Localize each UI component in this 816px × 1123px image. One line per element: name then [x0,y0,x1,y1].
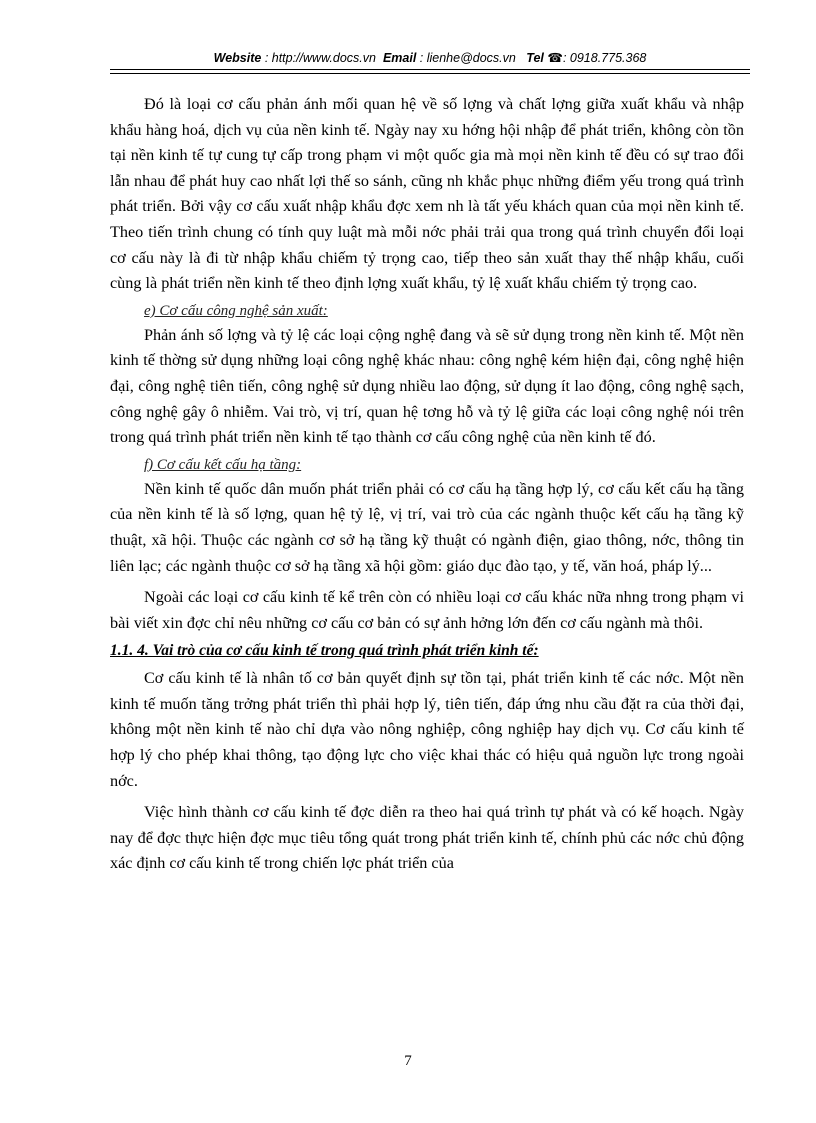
paragraph-other-structures: Ngoài các loại cơ cấu kinh tế kể trên còn có nhiều loại cơ cấu khác nữa nhng trong phạm vi bài viết xin đợc chỉ nêu những cơ cấu cơ bản có sự ảnh hởng lớn đến cơ cấu ngành mà thôi. [110,588,744,632]
paragraph-export-import-structure: Đó là loại cơ cấu phản ánh mối quan hệ về số lợng và chất lợng giữa xuất khẩu và nhập khẩu hàng hoá, dịch vụ của nền kinh tế. Ngày nay xu hớng hội nhập để phát triển, không còn tồn tại nền kinh tế tự cung tự cấp trong phạm vi một quốc gia mà mọi nền kinh tế đều có sự trao đổi lẫn nhau để phát huy cao nhất lợi thế so sánh, cũng nh khắc phục những điểm yếu trong quá trình phát triển. Bởi vậy cơ cấu xuất nhập khẩu đợc xem nh là tất yếu khách quan của mọi nền kinh tế. Theo tiến trình chung có tính quy luật mà mỗi nớc phải trải qua trong quá trình chuyển đổi loại cơ cấu này là đi từ nhập khẩu chiếm tỷ trọng cao, tiếp theo sản xuất thay thế nhập khẩu, cuối cùng là phát triển nền kinh tế theo định lợng xuất khẩu, tỷ lệ xuất khẩu chiếm tỷ trọng cao. [110,95,744,293]
document-body [110,92,744,877]
page-number: 7 [404,1053,412,1069]
paragraph-role-of-structure: Cơ cấu kinh tế là nhân tố cơ bản quyết định sự tồn tại, phát triển kinh tế các nớc. Một nền kinh tế muốn tăng trởng phát triển thì phải hợp lý, tiên tiến, đáp ứng nhu cầu đặt ra của thời đại, không một nền kinh tế nào chỉ dựa vào nông nghiệp, công nghiệp hay dịch vụ. Cơ cấu kinh tế hợp lý cho phép khai thông, tạo động lực cho việc khai thác có hiệu quả nguồn lực trong ngoài nớc. [110,669,744,790]
paragraph-formation-of-structure: Việc hình thành cơ cấu kinh tế đợc diễn ra theo hai quá trình tự phát và có kế hoạch. Ngày nay để đợc thực hiện đợc mục tiêu tổng quát trong phát triển kinh tế, chính phủ các nớc chủ động xác định cơ cấu kinh tế trong chiến lợc phát triển của [110,803,744,873]
email-value: : lienhe@docs.vn [419,51,516,65]
website-value: : http://www.docs.vn [264,51,376,65]
section-heading-role-of-economic-structure: 1.1. 4. Vai trò của cơ cấu kinh tế trong quá trình phát triển kinh tế: [110,642,539,660]
subheading-infrastructure-structure: f) Cơ cấu kết cấu hạ tầng: [144,456,302,473]
tel-value: : 0918.775.368 [562,51,647,65]
page-header [110,50,750,70]
subheading-technology-structure: e) Cơ cấu công nghệ sản xuất: [144,302,328,319]
paragraph-infrastructure-structure: Nền kinh tế quốc dân muốn phát triển phải có cơ cấu hạ tầng hợp lý, cơ cấu kết cấu hạ tầng của nền kinh tế là số lợng, quan hệ tỷ lệ, vị trí, vai trò của các ngành thuộc kết cấu hạ tầng kỹ thuật, xã hội. Thuộc các ngành cơ sở hạ tầng kỹ thuật có ngành điện, giao thông, nớc, thông tin liên lạc; các ngành thuộc cơ sở hạ tầng xã hội gồm: giáo dục đào tạo, y tế, văn hoá, pháp lý... [110,479,744,575]
paragraph-technology-structure: Phản ánh số lợng và tỷ lệ các loại cộng nghệ đang và sẽ sử dụng trong nền kinh tế. Một nền kinh tế thờng sử dụng những loại công nghệ khác nhau: công nghệ kém hiện đại, công nghệ hiện đại, công nghệ tiên tiến, công nghệ sử dụng nhiều lao động, sử dụng ít lao động, công nghệ sạch, công nghệ gây ô nhiễm. Vai trò, vị trí, quan hệ tơng hỗ và tỷ lệ giữa các loại công nghệ nói trên trong quá trình phát triển nền kinh tế tạo thành cơ cấu công nghệ của nền kinh tế đó. [110,325,744,447]
website-label: Website [213,51,262,65]
phone-icon: ☎ [547,51,563,65]
email-label: Email [382,51,417,65]
tel-label: Tel [526,51,544,65]
header-divider [110,73,750,74]
